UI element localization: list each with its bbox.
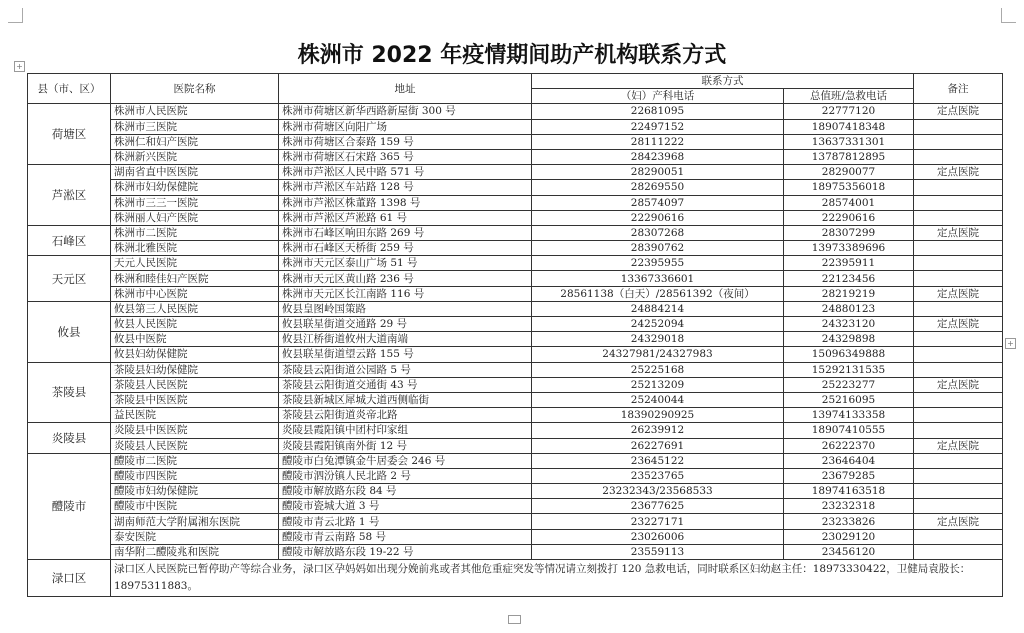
column-resize-handle[interactable]: + — [1005, 338, 1016, 349]
obstetrics-phone-cell: 22290616 — [532, 210, 784, 225]
hospital-name-cell: 株洲市二医院 — [111, 225, 279, 240]
obstetrics-phone-cell: 22497152 — [532, 119, 784, 134]
obstetrics-phone-cell: 28423968 — [532, 149, 784, 164]
address-cell: 株洲市天元区黄山路 236 号 — [279, 271, 532, 286]
hospital-name-cell: 炎陵县中医医院 — [111, 423, 279, 438]
hospital-name-cell: 醴陵市四医院 — [111, 468, 279, 483]
emergency-phone-cell: 15292131535 — [784, 362, 914, 377]
table-row — [28, 134, 1003, 149]
county-cell: 醴陵市 — [28, 453, 111, 559]
county-cell: 茶陵县 — [28, 362, 111, 423]
hospital-name-cell: 株洲市三三一医院 — [111, 195, 279, 210]
hospital-name-cell: 攸县妇幼保健院 — [111, 347, 279, 362]
remark-cell — [914, 423, 1003, 438]
obstetrics-phone-cell: 28561138（白天）/28561392（夜间） — [532, 286, 784, 301]
emergency-phone-cell: 22123456 — [784, 271, 914, 286]
address-cell: 茶陵县新城区犀城大道西侧临街 — [279, 392, 532, 407]
remark-cell — [914, 241, 1003, 256]
table-row — [28, 256, 1003, 271]
address-cell: 茶陵县云阳街道炎帝北路 — [279, 408, 532, 423]
remark-cell — [914, 529, 1003, 544]
emergency-phone-cell: 22395911 — [784, 256, 914, 271]
hospital-name-cell: 攸县人民医院 — [111, 317, 279, 332]
address-cell: 炎陵县霞阳镇中团村印家组 — [279, 423, 532, 438]
header-obstetrics-phone: （妇）产科电话 — [532, 89, 784, 104]
hospital-name-cell: 南华附二醴陵兆和医院 — [111, 544, 279, 559]
address-cell: 株洲市荷塘区新华西路新屋街 300 号 — [279, 104, 532, 119]
emergency-phone-cell: 24323120 — [784, 317, 914, 332]
address-cell: 茶陵县云阳街道交通街 43 号 — [279, 377, 532, 392]
table-move-handle[interactable]: + — [14, 61, 25, 72]
obstetrics-phone-cell: 28290051 — [532, 165, 784, 180]
hospital-name-cell: 湖南省直中医医院 — [111, 165, 279, 180]
remark-cell — [914, 149, 1003, 164]
obstetrics-phone-cell: 24252094 — [532, 317, 784, 332]
obstetrics-phone-cell: 28307268 — [532, 225, 784, 240]
table-row — [28, 332, 1003, 347]
remark-cell: 定点医院 — [914, 225, 1003, 240]
obstetrics-phone-cell: 23227171 — [532, 514, 784, 529]
county-cell: 天元区 — [28, 256, 111, 302]
address-cell: 株洲市芦淞区车站路 128 号 — [279, 180, 532, 195]
remark-cell — [914, 484, 1003, 499]
county-cell: 荷塘区 — [28, 104, 111, 165]
emergency-phone-cell: 28290077 — [784, 165, 914, 180]
remark-cell — [914, 499, 1003, 514]
remark-cell: 定点医院 — [914, 438, 1003, 453]
table-body — [28, 104, 1003, 597]
emergency-phone-cell: 18907410555 — [784, 423, 914, 438]
emergency-phone-cell: 28307299 — [784, 225, 914, 240]
table-row — [28, 271, 1003, 286]
hospital-name-cell: 攸县第三人民医院 — [111, 301, 279, 316]
table-row — [28, 119, 1003, 134]
obstetrics-phone-cell: 26227691 — [532, 438, 784, 453]
header-emergency-phone: 总值班/急救电话 — [784, 89, 914, 104]
remark-cell — [914, 271, 1003, 286]
emergency-phone-cell: 23456120 — [784, 544, 914, 559]
address-cell: 醴陵市瓷城大道 3 号 — [279, 499, 532, 514]
notice-cell: 渌口区人民医院已暂停助产等综合业务，渌口区孕妈妈如出现分娩前兆或者其他危重症突发等情况请立刻拨打 120 急救电话，同时联系区妇幼赵主任：18973330422，卫健局袁股长：18975311883。 — [111, 560, 1003, 597]
hospital-name-cell: 醴陵市中医院 — [111, 499, 279, 514]
obstetrics-phone-cell: 28269550 — [532, 180, 784, 195]
hospital-name-cell: 株洲市人民医院 — [111, 104, 279, 119]
remark-cell — [914, 468, 1003, 483]
address-cell: 株洲市芦淞区芦淞路 61 号 — [279, 210, 532, 225]
county-cell: 石峰区 — [28, 225, 111, 255]
table-row — [28, 286, 1003, 301]
emergency-phone-cell: 23646404 — [784, 453, 914, 468]
row-resize-handle[interactable] — [508, 615, 521, 624]
obstetrics-phone-cell: 23645122 — [532, 453, 784, 468]
county-cell: 攸县 — [28, 301, 111, 362]
address-cell: 株洲市石峰区天桥街 259 号 — [279, 241, 532, 256]
hospital-name-cell: 株洲市中心医院 — [111, 286, 279, 301]
table-row — [28, 225, 1003, 240]
contact-table — [27, 73, 1003, 597]
hospital-name-cell: 醴陵市妇幼保健院 — [111, 484, 279, 499]
table-row — [28, 529, 1003, 544]
remark-cell: 定点医院 — [914, 165, 1003, 180]
table-row — [28, 180, 1003, 195]
remark-cell — [914, 408, 1003, 423]
page-corner-mark — [8, 8, 23, 23]
address-cell: 醴陵市白兔潭镇金牛居委会 246 号 — [279, 453, 532, 468]
emergency-phone-cell: 25216095 — [784, 392, 914, 407]
hospital-name-cell: 炎陵县人民医院 — [111, 438, 279, 453]
header-contact: 联系方式 — [532, 74, 914, 89]
obstetrics-phone-cell: 23026006 — [532, 529, 784, 544]
remark-cell: 定点医院 — [914, 514, 1003, 529]
address-cell: 株洲市天元区泰山广场 51 号 — [279, 256, 532, 271]
address-cell: 攸县联星街道交通路 29 号 — [279, 317, 532, 332]
hospital-name-cell: 湖南师范大学附属湘东医院 — [111, 514, 279, 529]
emergency-phone-cell: 18974163518 — [784, 484, 914, 499]
table-row — [28, 438, 1003, 453]
emergency-phone-cell: 18907418348 — [784, 119, 914, 134]
hospital-name-cell: 茶陵县中医医院 — [111, 392, 279, 407]
emergency-phone-cell: 23029120 — [784, 529, 914, 544]
emergency-phone-cell: 13787812895 — [784, 149, 914, 164]
county-cell: 渌口区 — [28, 560, 111, 597]
hospital-name-cell: 株洲新兴医院 — [111, 149, 279, 164]
hospital-name-cell: 株洲仁和妇产医院 — [111, 134, 279, 149]
hospital-name-cell: 株洲北雅医院 — [111, 241, 279, 256]
table-row — [28, 544, 1003, 559]
hospital-name-cell: 天元人民医院 — [111, 256, 279, 271]
remark-cell — [914, 362, 1003, 377]
address-cell: 醴陵市青云北路 1 号 — [279, 514, 532, 529]
address-cell: 醴陵市解放路东段 19-22 号 — [279, 544, 532, 559]
emergency-phone-cell: 13973389696 — [784, 241, 914, 256]
remark-cell — [914, 134, 1003, 149]
address-cell: 株洲市芦淞区人民中路 571 号 — [279, 165, 532, 180]
emergency-phone-cell: 15096349888 — [784, 347, 914, 362]
table-row — [28, 104, 1003, 119]
obstetrics-phone-cell: 23677625 — [532, 499, 784, 514]
obstetrics-phone-cell: 24329018 — [532, 332, 784, 347]
emergency-phone-cell: 26222370 — [784, 438, 914, 453]
header-county: 县（市、区） — [28, 74, 111, 104]
emergency-phone-cell: 18975356018 — [784, 180, 914, 195]
remark-cell — [914, 210, 1003, 225]
table-row — [28, 377, 1003, 392]
hospital-name-cell: 茶陵县人民医院 — [111, 377, 279, 392]
hospital-name-cell: 株洲和睦佳妇产医院 — [111, 271, 279, 286]
address-cell: 株洲市荷塘区向阳广场 — [279, 119, 532, 134]
address-cell: 攸县联星街道望云路 155 号 — [279, 347, 532, 362]
obstetrics-phone-cell: 23559113 — [532, 544, 784, 559]
table-row — [28, 241, 1003, 256]
table-row — [28, 560, 1003, 597]
table-row — [28, 165, 1003, 180]
hospital-name-cell: 株洲市三医院 — [111, 119, 279, 134]
obstetrics-phone-cell: 22681095 — [532, 104, 784, 119]
table-row — [28, 362, 1003, 377]
hospital-name-cell: 泰安医院 — [111, 529, 279, 544]
remark-cell — [914, 119, 1003, 134]
emergency-phone-cell: 24880123 — [784, 301, 914, 316]
remark-cell — [914, 392, 1003, 407]
remark-cell — [914, 544, 1003, 559]
remark-cell: 定点医院 — [914, 377, 1003, 392]
address-cell: 茶陵县云阳街道公园路 5 号 — [279, 362, 532, 377]
table-row — [28, 210, 1003, 225]
emergency-phone-cell: 24329898 — [784, 332, 914, 347]
obstetrics-phone-cell: 13367336601 — [532, 271, 784, 286]
hospital-name-cell: 益民医院 — [111, 408, 279, 423]
document-title: 株洲市 2022 年疫情期间助产机构联系方式 — [297, 43, 727, 68]
remark-cell: 定点医院 — [914, 104, 1003, 119]
table-row — [28, 149, 1003, 164]
hospital-name-cell: 醴陵市二医院 — [111, 453, 279, 468]
remark-cell — [914, 301, 1003, 316]
table-row — [28, 347, 1003, 362]
address-cell: 攸县皇图岭国策路 — [279, 301, 532, 316]
obstetrics-phone-cell: 23232343/23568533 — [532, 484, 784, 499]
obstetrics-phone-cell: 23523765 — [532, 468, 784, 483]
remark-cell — [914, 195, 1003, 210]
address-cell: 株洲市石峰区响田东路 269 号 — [279, 225, 532, 240]
table-row — [28, 301, 1003, 316]
table-row — [28, 484, 1003, 499]
hospital-name-cell: 株洲丽人妇产医院 — [111, 210, 279, 225]
obstetrics-phone-cell: 25240044 — [532, 392, 784, 407]
address-cell: 株洲市芦淞区株董路 1398 号 — [279, 195, 532, 210]
table-row — [28, 453, 1003, 468]
remark-cell — [914, 256, 1003, 271]
obstetrics-phone-cell: 26239912 — [532, 423, 784, 438]
emergency-phone-cell: 23233826 — [784, 514, 914, 529]
obstetrics-phone-cell: 28574097 — [532, 195, 784, 210]
emergency-phone-cell: 22290616 — [784, 210, 914, 225]
emergency-phone-cell: 13637331301 — [784, 134, 914, 149]
obstetrics-phone-cell: 24327981/24327983 — [532, 347, 784, 362]
obstetrics-phone-cell: 25225168 — [532, 362, 784, 377]
table-row — [28, 408, 1003, 423]
page-corner-mark — [1001, 8, 1016, 23]
header-remark: 备注 — [914, 74, 1003, 104]
emergency-phone-cell: 25223277 — [784, 377, 914, 392]
hospital-name-cell: 攸县中医院 — [111, 332, 279, 347]
obstetrics-phone-cell: 24884214 — [532, 301, 784, 316]
table-row — [28, 423, 1003, 438]
remark-cell — [914, 347, 1003, 362]
table-row — [28, 514, 1003, 529]
header-address: 地址 — [279, 74, 532, 104]
remark-cell: 定点医院 — [914, 286, 1003, 301]
emergency-phone-cell: 28219219 — [784, 286, 914, 301]
table-row — [28, 392, 1003, 407]
obstetrics-phone-cell: 25213209 — [532, 377, 784, 392]
emergency-phone-cell: 13974133358 — [784, 408, 914, 423]
address-cell: 攸县江桥街道攸州大道南端 — [279, 332, 532, 347]
hospital-name-cell: 株洲市妇幼保健院 — [111, 180, 279, 195]
remark-cell — [914, 332, 1003, 347]
address-cell: 株洲市荷塘区合泰路 159 号 — [279, 134, 532, 149]
emergency-phone-cell: 23232318 — [784, 499, 914, 514]
hospital-name-cell: 茶陵县妇幼保健院 — [111, 362, 279, 377]
remark-cell: 定点医院 — [914, 317, 1003, 332]
table-row — [28, 499, 1003, 514]
address-cell: 醴陵市解放路东段 84 号 — [279, 484, 532, 499]
address-cell: 醴陵市青云南路 58 号 — [279, 529, 532, 544]
emergency-phone-cell: 28574001 — [784, 195, 914, 210]
table-row — [28, 317, 1003, 332]
remark-cell — [914, 180, 1003, 195]
obstetrics-phone-cell: 22395955 — [532, 256, 784, 271]
obstetrics-phone-cell: 28390762 — [532, 241, 784, 256]
address-cell: 醴陵市泗汾镇人民北路 2 号 — [279, 468, 532, 483]
county-cell: 芦淞区 — [28, 165, 111, 226]
address-cell: 株洲市荷塘区石宋路 365 号 — [279, 149, 532, 164]
county-cell: 炎陵县 — [28, 423, 111, 453]
table-row — [28, 468, 1003, 483]
address-cell: 株洲市天元区长江南路 116 号 — [279, 286, 532, 301]
emergency-phone-cell: 22777120 — [784, 104, 914, 119]
obstetrics-phone-cell: 18390290925 — [532, 408, 784, 423]
header-hospital: 医院名称 — [111, 74, 279, 104]
address-cell: 炎陵县霞阳镇南外街 12 号 — [279, 438, 532, 453]
remark-cell — [914, 453, 1003, 468]
table-row — [28, 195, 1003, 210]
obstetrics-phone-cell: 28111222 — [532, 134, 784, 149]
emergency-phone-cell: 23679285 — [784, 468, 914, 483]
